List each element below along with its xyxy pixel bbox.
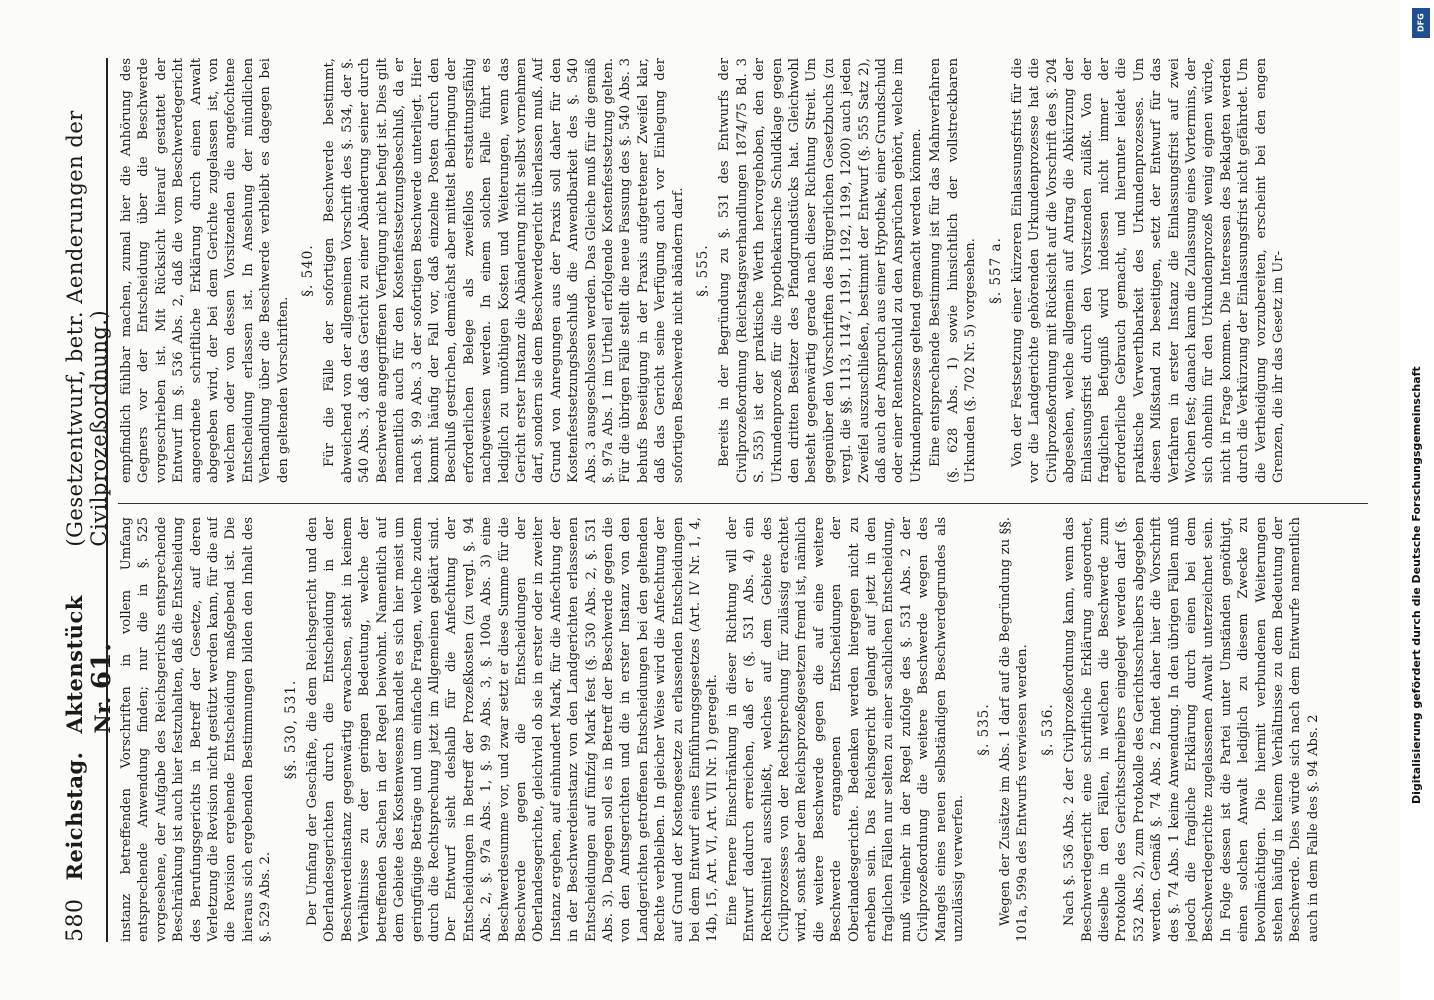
section-heading: §§. 530, 531. xyxy=(282,679,299,780)
column-divider xyxy=(118,503,1368,504)
page-number: 580 xyxy=(63,898,88,942)
section-heading: §. 535. xyxy=(975,703,992,756)
header-number: 61. xyxy=(87,642,117,690)
header-subject: (Gesetzentwurf, betr. Aenderungen der Civilprozeßordnung.) xyxy=(63,110,111,547)
header-reichstag: Reichstag. xyxy=(62,751,87,881)
right-column xyxy=(118,58,1368,483)
section-heading: §. 557 a. xyxy=(987,237,1004,304)
paragraph: empfindlich fühlbar machen, zumal hier die Anhörung des Gegners vor der Entscheidung über die Beschwerde vorgeschrieben ist. Mit Rücksicht hierauf gestattet der Entwurf im §. 536 Abs. 2, daß die vom Beschwerdegericht angeordnete schriftliche Erklärung durch einen Anwalt abgegeben wird, der bei dem Gerichte zugelassen ist, von welchem oder von dessen Vorsitzenden die angefochtene Entscheidung erlassen ist. In Ansehung der mündlichen Verhandlung über die Beschwerde verbleibt es dagegen bei den geltenden Vorschriften. xyxy=(119,58,291,483)
paragraph: Wegen der Zusätze im Abs. 1 darf auf die Begründung zu §§. 101a, 599a des Entwurfs verwiesen werden. xyxy=(997,517,1031,942)
paragraph: Für die Fälle der sofortigen Beschwerde bestimmt, abweichend von der allgemeinen Vorschrift des §. 534, der §. 540 Abs. 3, daß das Gericht zu einer Abänderung seiner durch Beschwerde angegriffenen Verfügung nicht befugt ist. Dies gilt namentlich auch für den Kostenfestsetzungsbeschluß, da er nach §. 99 Abs. 3 der sofortigen Beschwerde unterliegt. Hier kommt häufig der Fall vor, daß einzelne Posten durch den Beschluß gestrichen, demnächst aber mittelst Beibringung der erforderlichen Belege als zweifellos erstattungsfähig nachgewiesen werden. In einem solchen Falle führt es lediglich zu unnöthigen Kosten und Weiterungen, wenn das Gericht erster Instanz die Abänderung nicht selbst vornehmen darf, sondern sie dem Beschwerdegericht überlassen muß. Auf Grund von Anregungen aus der Praxis soll daher für den Kostenfestsetzungsbeschluß die Anwendbarkeit des §. 540 Abs. 3 ausgeschlossen werden. Das Gleiche muß für die gemäß §. 97a Abs. 1 im Urtheil erfolgende Kostenfestsetzung gelten. Für die übrigen Fälle stellt die neue Fassung des §. 540 Abs. 3 behufs Beseitigung in der Praxis aufgetretener Zweifel klar, daß das Gericht seine Verfügung auch vor Einlegung der sofortigen Beschwerde nicht abändern darf. xyxy=(322,58,686,483)
header-aktenstueck: Aktenstück Nr. xyxy=(62,595,115,734)
paragraph: Von der Festsetzung einer kürzeren Einlassungsfrist für die vor die Landgerichte gehörenden Urkundenprozesse hat die Civilprozeßordnung mit Rücksicht auf die Vorschrift des §. 204 abgesehen, welche allgemein auf Antrag die Abkürzung der Einlassungsfrist durch den Vorsitzenden zuläßt. Von der fraglichen Befugniß wird indessen nicht immer der erforderliche Gebrauch gemacht, und hierunter leidet die praktische Verwerthbarkeit des Urkundenprozesses. Um diesen Mißstand zu beseitigen, setzt der Entwurf für das Verfahren in erster Instanz die Einlassungsfrist auf zwei Wochen fest; danach kann die Zulassung eines Vortermins, der sich ohnehin für den Urkundenprozeß wenig eignen würde, nicht in Frage kommen. Die Interessen des Beklagten werden durch die Verkürzung der Einlassungsfrist nicht gefährdet. Um die Vertheidigung vorzubereiten, erscheint bei den engen Grenzen, die ihr das Gesetz im Ur- xyxy=(1009,58,1286,483)
page-header xyxy=(62,62,117,942)
section-heading: §. 540. xyxy=(300,244,317,297)
paragraph: Bereits in der Begründung zu §. 531 des Entwurfs der Civilprozeßordnung (Reichstagsverhandlungen 1874/75 Bd. 3 S. 535) ist der praktische Werth hervorgehoben, den der Urkundenprozeß für die hypothekarische Schuldklage gegen den dritten Besitzer des Pfandgrundstücks hat. Gleichwohl besteht gegenwärtig gerade nach dieser Richtung Streit. Um gegenüber den Vorschriften des Bürgerlichen Gesetzbuchs (zu vergl. die §§. 1113, 1147, 1191, 1192, 1199, 1200) auch jeden Zweifel auszuschließen, bestimmt der Entwurf (§. 555 Satz 2), daß auch der Anspruch aus einer Hypothek, einer Grundschuld oder einer Rentenschuld zu den Ansprüchen gehört, welche im Urkundenprozesse geltend gemacht werden können. xyxy=(717,58,924,483)
dfg-logo: DFG xyxy=(1412,8,1430,38)
paragraph: Eine fernere Einschränkung in dieser Richtung will der Entwurf dadurch erreichen, daß er (§. 531 Abs. 4) ein Rechtsmittel ausschließt, welches auf dem Gebiete des Civilprozesses von der Rechtsprechung für zulässig erachtet wird, sonst aber dem Reichsprozeßgesetzen fremd ist, nämlich die weitere Beschwerde gegen die auf eine weitere Beschwerde ergangenen Entscheidungen der Oberlandesgerichte. Bedenken werden hiergegen nicht zu erheben sein. Das Reichsgericht gelangt auf jetzt in den fraglichen Fällen nur selten zu einer sachlichen Entscheidung, muß vielmehr in der Regel zufolge des §. 531 Abs. 2 der Civilprozeßordnung die weitere Beschwerde wegen des Mangels eines neuen selbständigen Beschwerdegrundes als unzulässig verwerfen. xyxy=(724,517,967,942)
paragraph: Eine entsprechende Bestimmung ist für das Mahnverfahren (§. 628 Abs. 1) sowie hinsichtlich der vollstreckbaren Urkunden (§. 702 Nr. 5) vorgesehen. xyxy=(928,58,979,483)
header-aktenstueck-group xyxy=(62,565,117,734)
left-column xyxy=(118,517,1368,942)
section-heading: §. 555. xyxy=(695,244,711,297)
paragraph: instanz betreffenden Vorschriften in vollem Umfang entsprechende Anwendung finden; nur die in §. 525 vorgesehene, der Aufgabe des Reichsgerichts entsprechende Beschränkung ist auch hier festzuhalten, daß die Entscheidung des Berufungsgerichts in Betreff der Gesetze, auf deren Verletzung die Revision nicht gestützt werden kann, für die auf die Revision ergehende Entscheidung maßgebend ist. Die hieraus sich ergebenden Bestimmungen bilden den Inhalt des §. 529 Abs. 2. xyxy=(119,517,274,942)
header-rule xyxy=(106,58,108,942)
dfg-credit-text: Digitalisierung gefördert durch die Deutsche Forschungsgemeinschaft xyxy=(1410,366,1423,804)
dfg-credit xyxy=(1410,8,1432,908)
paragraph: Der Umfang der Geschäfte, die dem Reichsgericht und den Oberlandesgerichten durch die Entscheidung in der Beschwerdeinstanz gegenwärtig erwachsen, steht in keinem Verhältnisse zu der geringen Bedeutung, welche der betreffenden Sachen in der Regel beiwohnt. Namentlich auf dem Gebiete des Kostenwesens handelt es sich hier meist um geringfügige Beträge und um einfache Fragen, welche zudem durch die Rechtsprechung jetzt im Allgemeinen geklärt sind. Der Entwurf sieht deshalb für die Anfechtung der Entscheidungen in Betreff der Prozeßkosten (zu vergl. §. 94 Abs. 2, §. 97a Abs. 1, §. 99 Abs. 3, §. 100a Abs. 3) eine Beschwerdesumme vor, und zwar setzt er diese Summe für die Beschwerde gegen die Entscheidungen der Oberlandesgerichte, gleichviel ob sie in erster oder in zweiter Instanz ergehen, auf einhundert Mark, für die Anfechtung der in der Beschwerdeinstanz von den Landgerichten erlassenen Entscheidungen auf fünfzig Mark fest (§. 530 Abs. 2, §. 531 Abs. 3). Dagegen soll es in Betreff der Beschwerde gegen die von den Amtsgerichten und die in erster Instanz von den Landgerichten getroffenen Entscheidungen bei den geltenden Rechte verbleiben. In gleicher Weise wird die Anfechtung der auf Grund der Kostengesetze zu erlassenden Entscheidungen bei dem Entwurf eines Einführungsgesetzes (Art. IV Nr. 1, 4, 14b, 15, Art. VI, Art. VII Nr. 1) geregelt. xyxy=(305,517,721,942)
section-heading: §. 536. xyxy=(1039,703,1056,756)
paragraph: Nach §. 536 Abs. 2 der Civilprozeßordnung kann, wenn das Beschwerdegericht eine schriftliche Erklärung angeordnet, dieselbe in den Fällen, in welchen die Beschwerde zum Protokolle des Gerichtsschreibers eingelegt werden darf (§. 532 Abs. 2), zum Protokolle des Gerichtsschreibers abgegeben werden. Gemäß §. 74 Abs. 2 findet daher hier die Vorschrift des §. 74 Abs. 1 keine Anwendung. In den übrigen Fällen muß jedoch die fragliche Erklärung durch einen bei dem Beschwerdegerichte zugelassenen Anwalt unterzeichnet sein. In Folge dessen ist die Partei unter Umständen genöthigt, einen solchen Anwalt lediglich zu diesem Zwecke zu bevollmächtigen. Die hiermit verbundenen Weiterungen stehen häufig in keinem Verhältnisse zu dem Bedeutung der Beschwerde. Dies würde sich nach dem Entwurfe namentlich auch in dem Falle des §. 94 Abs. 2 xyxy=(1062,517,1321,942)
